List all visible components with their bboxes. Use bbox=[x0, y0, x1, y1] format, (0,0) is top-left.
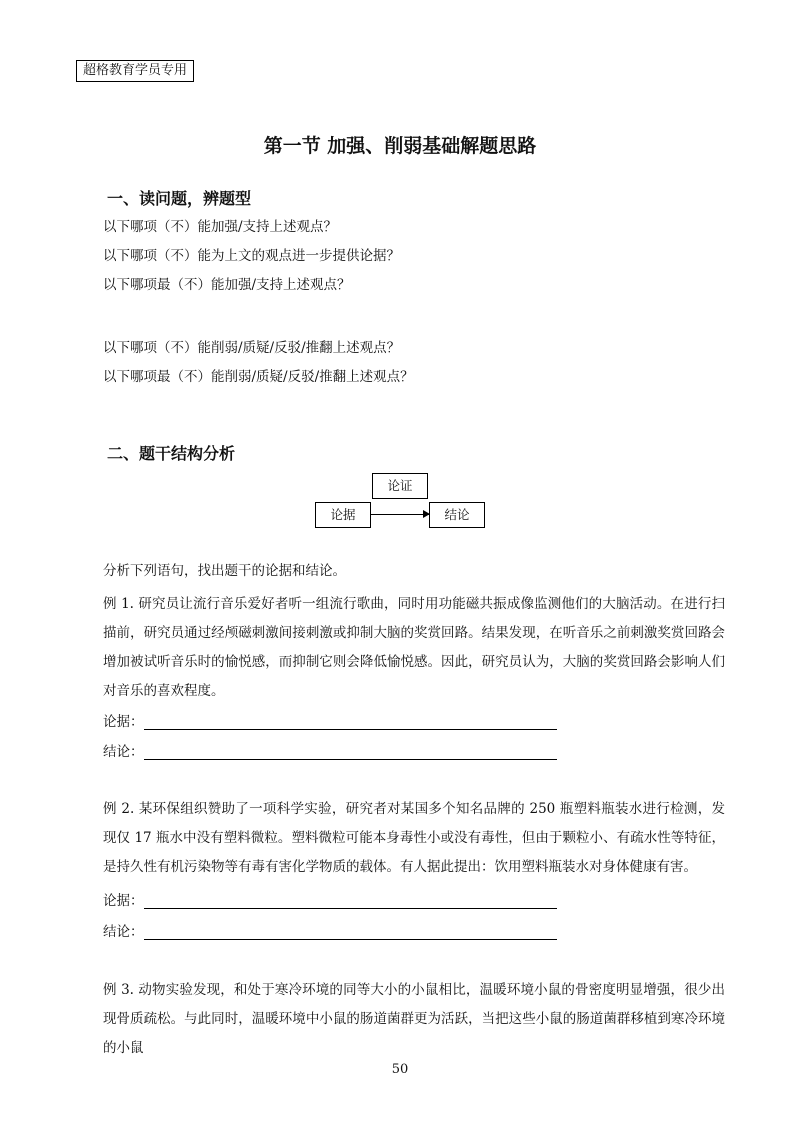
conclusion-fill-line bbox=[103, 920, 557, 940]
example-paragraph: 例 3. 动物实验发现，和处于寒冷环境的同等大小的小鼠相比，温暖环境小鼠的骨密度明显增强，很少出现骨质疏松。与此同时，温暖环境中小鼠的肠道菌群更为活跃，当把这些小鼠的肠道菌群移植到寒冷环境的小鼠 bbox=[103, 982, 725, 1056]
diagram-argument-box: 论证 bbox=[372, 473, 428, 499]
diagram-arrow bbox=[370, 514, 429, 515]
question-type-line: 以下哪项最（不）能削弱/质疑/反驳/推翻上述观点？ bbox=[103, 369, 414, 385]
conclusion-fill-line bbox=[103, 740, 557, 760]
student-stamp: 超格教育学员专用 bbox=[76, 60, 194, 82]
page-title: 第一节 加强、削弱基础解题思路 bbox=[263, 135, 537, 157]
answer-blank bbox=[144, 715, 557, 730]
example-paragraph: 例 1. 研究员让流行音乐爱好者听一组流行歌曲，同时用功能磁共振成像监测他们的大脑活动。在进行扫描前，研究员通过经颅磁刺激间接刺激或抑制大脑的奖赏回路。结果发现，在听音乐之前刺激奖赏回路会增加被试听音乐时的愉悦感，而抑制它则会降低愉悦感。因此，研究员认为，大脑的奖赏回路会影响人们对音乐的喜欢程度。 bbox=[103, 596, 725, 699]
question-type-line: 以下哪项（不）能削弱/质疑/反驳/推翻上述观点？ bbox=[103, 340, 401, 356]
page-number: 50 bbox=[391, 1062, 409, 1077]
answer-blank bbox=[144, 745, 557, 760]
answer-blank bbox=[144, 925, 557, 940]
section-heading-1: 一、读问题，辨题型 bbox=[107, 189, 252, 208]
evidence-label: 论据： bbox=[103, 893, 144, 909]
diagram-conclusion-box: 结论 bbox=[429, 502, 485, 528]
analysis-instruction: 分析下列语句，找出题干的论据和结论。 bbox=[103, 563, 346, 579]
conclusion-label: 结论： bbox=[103, 924, 144, 940]
question-type-line: 以下哪项（不）能为上文的观点进一步提供论据？ bbox=[103, 248, 400, 264]
example-paragraph: 例 2. 某环保组织赞助了一项科学实验，研究者对某国多个知名品牌的 250 瓶塑料瓶装水进行检测，发现仅 17 瓶水中没有塑料微粒。塑料微粒可能本身毒性小或没有毒性，但由于颗粒小、有疏水性等特征，是持久性有机污染物等有毒有害化学物质的载体。有人据此提出：饮用塑料瓶装水对身体健康有害。 bbox=[103, 801, 725, 875]
question-type-line: 以下哪项（不）能加强/支持上述观点？ bbox=[103, 219, 338, 235]
diagram-evidence-box: 论据 bbox=[315, 502, 371, 528]
evidence-label: 论据： bbox=[103, 714, 144, 730]
question-type-line: 以下哪项最（不）能加强/支持上述观点？ bbox=[103, 277, 351, 293]
conclusion-label: 结论： bbox=[103, 744, 144, 760]
evidence-fill-line bbox=[103, 710, 557, 730]
answer-blank bbox=[144, 894, 557, 909]
evidence-fill-line bbox=[103, 889, 557, 909]
section-heading-2: 二、题干结构分析 bbox=[107, 444, 236, 463]
